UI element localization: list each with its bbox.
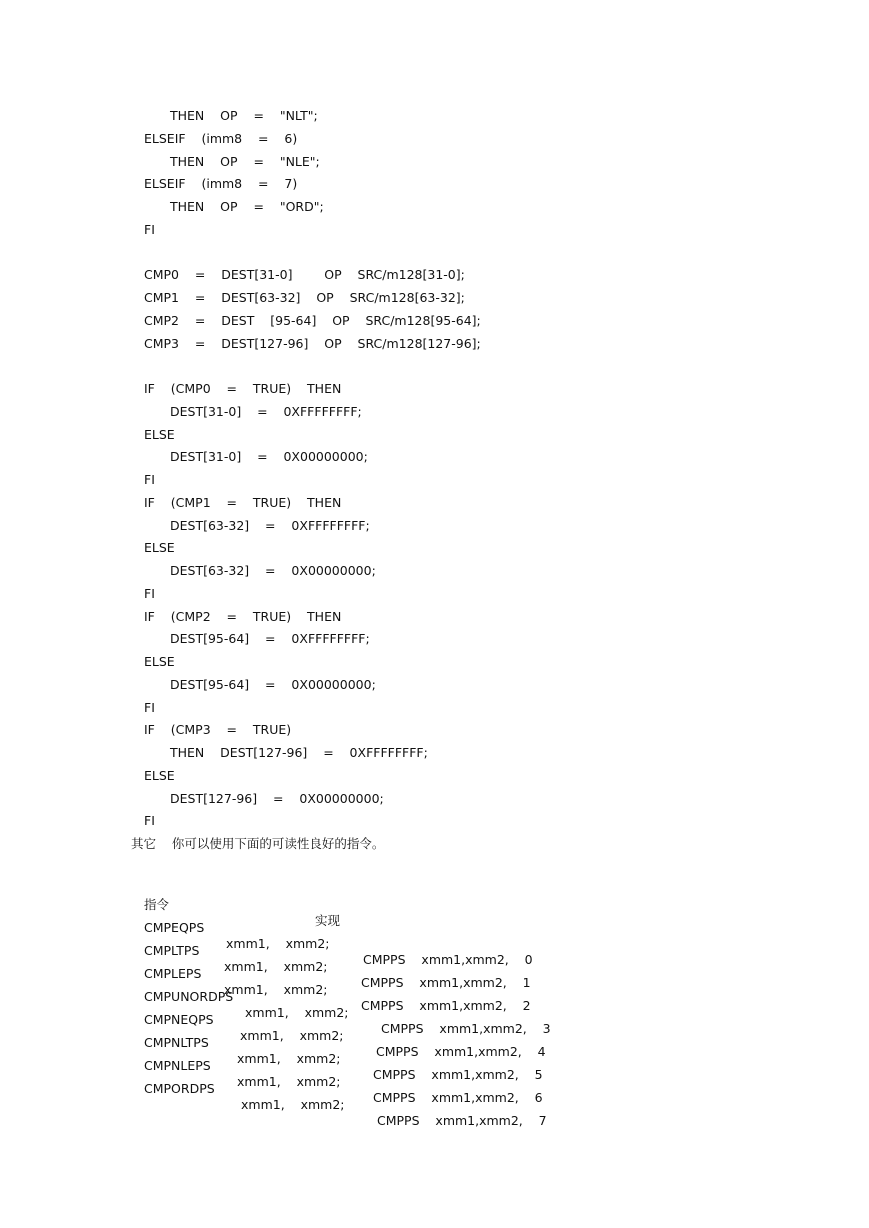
code-line: FI xyxy=(144,813,155,828)
row-impl: CMPPS xmm1,xmm2, 6 xyxy=(373,1090,543,1105)
code-line: ELSEIF (imm8 = 7) xyxy=(144,176,298,191)
code-line: THEN DEST[127-96] = 0XFFFFFFFF; xyxy=(170,745,428,760)
code-line: CMP3 = DEST[127-96] OP SRC/m128[127-96]; xyxy=(144,336,481,351)
row-impl: CMPPS xmm1,xmm2, 3 xyxy=(381,1021,551,1036)
code-line: ELSE xyxy=(144,768,175,783)
row-name: CMPNLEPS xyxy=(144,1058,211,1073)
code-line: DEST[127-96] = 0X00000000; xyxy=(170,791,384,806)
note-text: 其它 你可以使用下面的可读性良好的指令。 xyxy=(131,836,385,851)
code-line: IF (CMP1 = TRUE) THEN xyxy=(144,495,342,510)
row-args: xmm1, xmm2; xyxy=(226,936,330,951)
code-line: DEST[63-32] = 0XFFFFFFFF; xyxy=(170,518,370,533)
code-line: ELSE xyxy=(144,540,175,555)
code-line: DEST[31-0] = 0XFFFFFFFF; xyxy=(170,404,362,419)
row-impl: CMPPS xmm1,xmm2, 7 xyxy=(377,1113,547,1128)
row-args: xmm1, xmm2; xyxy=(237,1051,341,1066)
code-line: THEN OP = "NLE"; xyxy=(170,154,320,169)
code-line: CMP0 = DEST[31-0] OP SRC/m128[31-0]; xyxy=(144,267,465,282)
code-line: IF (CMP2 = TRUE) THEN xyxy=(144,609,342,624)
code-line: DEST[31-0] = 0X00000000; xyxy=(170,449,368,464)
row-args: xmm1, xmm2; xyxy=(245,1005,349,1020)
code-line: DEST[63-32] = 0X00000000; xyxy=(170,563,376,578)
code-line: DEST[95-64] = 0X00000000; xyxy=(170,677,376,692)
header-instr: 指令 xyxy=(144,897,170,912)
code-line: THEN OP = "ORD"; xyxy=(170,199,324,214)
row-name: CMPLTPS xyxy=(144,943,200,958)
code-line: CMP1 = DEST[63-32] OP SRC/m128[63-32]; xyxy=(144,290,465,305)
row-name: CMPEQPS xyxy=(144,920,205,935)
code-line: FI xyxy=(144,472,155,487)
code-line: IF (CMP3 = TRUE) xyxy=(144,722,292,737)
row-args: xmm1, xmm2; xyxy=(224,982,328,997)
code-line: FI xyxy=(144,222,155,237)
row-name: CMPLEPS xyxy=(144,966,202,981)
code-line: DEST[95-64] = 0XFFFFFFFF; xyxy=(170,631,370,646)
code-line: IF (CMP0 = TRUE) THEN xyxy=(144,381,342,396)
row-args: xmm1, xmm2; xyxy=(241,1097,345,1112)
code-line: ELSE xyxy=(144,427,175,442)
row-impl: CMPPS xmm1,xmm2, 0 xyxy=(363,952,533,967)
row-impl: CMPPS xmm1,xmm2, 4 xyxy=(376,1044,546,1059)
code-line: CMP2 = DEST [95-64] OP SRC/m128[95-64]; xyxy=(144,313,481,328)
row-impl: CMPPS xmm1,xmm2, 1 xyxy=(361,975,531,990)
header-impl: 实现 xyxy=(315,913,341,928)
code-line: ELSEIF (imm8 = 6) xyxy=(144,131,298,146)
row-name: CMPNLTPS xyxy=(144,1035,209,1050)
code-line: FI xyxy=(144,586,155,601)
row-name: CMPNEQPS xyxy=(144,1012,214,1027)
code-line: THEN OP = "NLT"; xyxy=(170,108,318,123)
row-name: CMPUNORDPS xyxy=(144,989,234,1004)
row-args: xmm1, xmm2; xyxy=(237,1074,341,1089)
row-impl: CMPPS xmm1,xmm2, 2 xyxy=(361,998,531,1013)
row-args: xmm1, xmm2; xyxy=(224,959,328,974)
code-line: FI xyxy=(144,700,155,715)
code-line: ELSE xyxy=(144,654,175,669)
row-impl: CMPPS xmm1,xmm2, 5 xyxy=(373,1067,543,1082)
row-args: xmm1, xmm2; xyxy=(240,1028,344,1043)
row-name: CMPORDPS xyxy=(144,1081,215,1096)
